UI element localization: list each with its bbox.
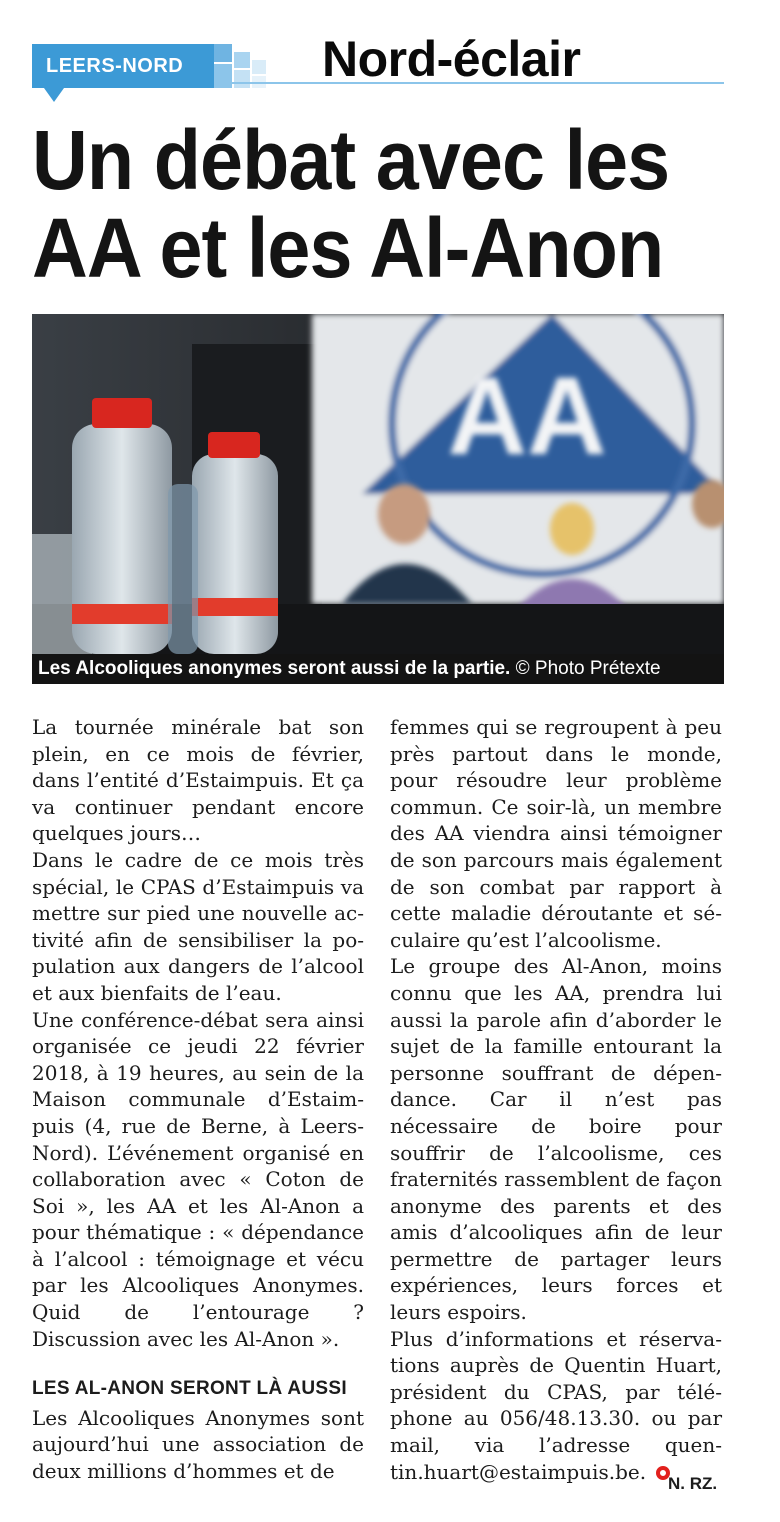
paragraph: Les Alcooliques Anonymes sont aujourd’hui une association de deux millions d’hommes et de: [32, 1405, 364, 1484]
article-photo: [32, 314, 724, 684]
paragraph: Dans le cadre de ce mois très spécial, le CPAS d’Estaimpuis va mettre sur pied une nouvelle activité afin de sensibiliser la population aux dangers de l’alcool et aux bienfaits de l’eau.: [32, 847, 364, 1005]
headline-line-1: Un débat avec les: [32, 113, 670, 207]
article-column-left: [32, 714, 364, 1485]
byline: N. RZ.: [668, 1474, 718, 1493]
paragraph: femmes qui se regroupent à peu près partout dans le monde, pour résoudre leur problème commun. Ce soir-là, un membre des AA viendra ainsi témoigner de son parcours mais également de son combat par rapport à cette maladie déroutante et séculaire qu’est l’alcoolisme.: [390, 715, 722, 952]
paragraph: Une conférence-débat sera ainsi organisée ce jeudi 22 février 2018, à 19 heures, au sein de la Maison communale d’Estaimpuis (4, rue de Berne, à Leers-Nord). L’événement organisé en collaboration avec « Coton de Soi », les AA et les Al-Anon a pour thématique : « dépendance à l’alcool : témoignage et vécu par les Alcooliques Anonymes. Quid de l’entourage ? Discussion avec les Al-Anon ».: [32, 1007, 364, 1351]
article-column-right: [390, 714, 722, 1485]
section-tag-pointer: [44, 88, 64, 102]
final-paragraph: [390, 1326, 722, 1486]
paragraph: Le groupe des Al-Anon, moins connu que les AA, prendra lui aussi la parole afin d’aborder le sujet de la famille entourant la personne souffrant de dépendance. Car il n’est pas nécessaire de boire pour souffrir de l’alcoolisme, ces fraternités rassemblent de façon anonyme des parents et des amis d’alcooliques afin de leur permettre de partager leurs expériences, leurs forces et leurs espoirs.: [390, 954, 722, 1325]
photo-illustration: [32, 314, 724, 684]
photo-credit: © Photo Prétexte: [515, 658, 661, 679]
final-paragraph-text: Plus d’informations et réservations auprès de Quentin Huart, président du CPAS, par téléphone au 056/48.13.30. ou par mail, via l’adresse quentin.huart@estaimpuis.be.: [390, 1326, 722, 1484]
paragraph: La tournée minérale bat son plein, en ce mois de février, dans l’entité d’Estaimpuis. Et ça va continuer pendant encore quelques jours…: [32, 715, 364, 846]
banner-aa-text: AA: [447, 355, 607, 478]
headline: [32, 113, 694, 295]
section-tag: LEERS-NORD: [32, 44, 214, 88]
masthead: Nord-éclair: [322, 31, 581, 87]
photo-caption: [32, 654, 724, 684]
caption-text: Les Alcooliques anonymes seront aussi de la partie.: [38, 658, 511, 679]
article-subhead: LES AL-ANON SERONT LÀ AUSSI: [32, 1378, 347, 1400]
headline-line-2: AA et les Al-Anon: [32, 201, 664, 295]
